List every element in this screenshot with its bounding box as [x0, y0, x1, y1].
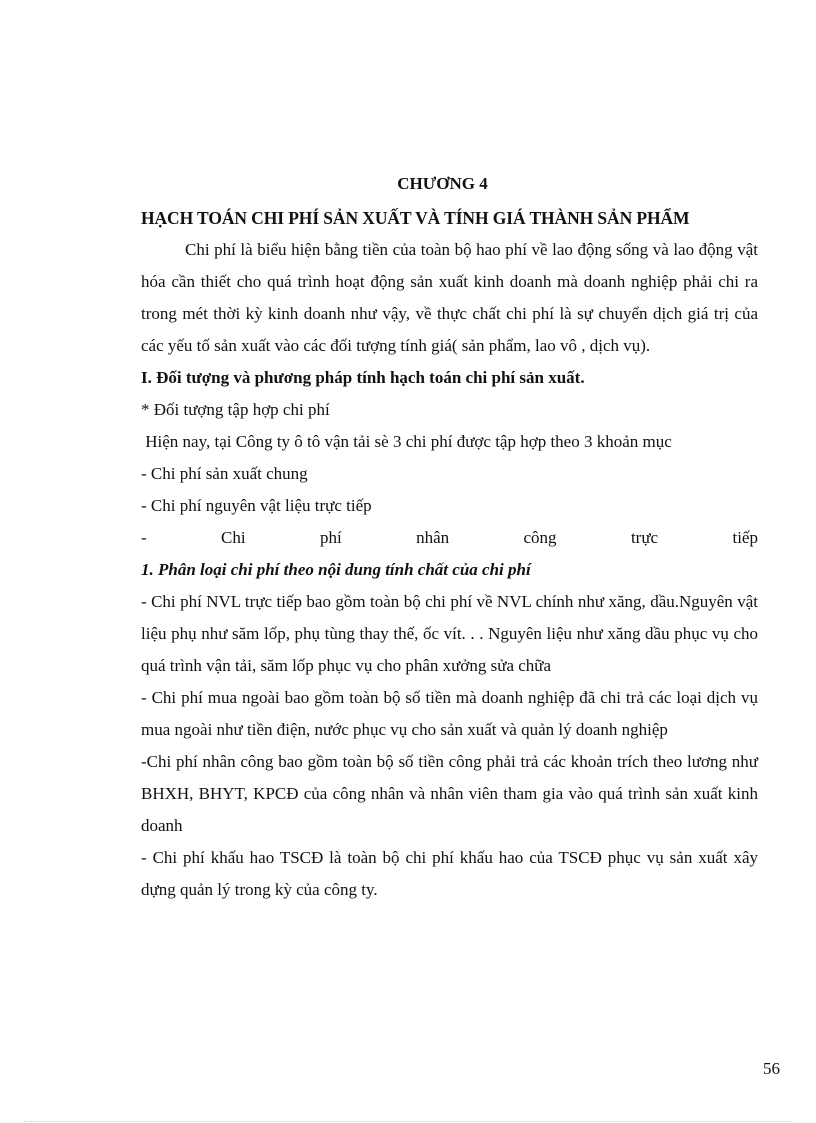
list-item: - Chi phí nguyên vật liệu trực tiếp [141, 496, 372, 515]
intro-paragraph: Chi phí là biểu hiện bằng tiền của toàn bộ hao phí về lao động sống và lao động vật hóa cần thiết cho quá trình hoạt động sản xuất kinh doanh mà doanh nghiệp phải chi ra trong mét thời kỳ kinh doanh như vậy, về thực chất chi phí là sự chuyển dịch giá trị của các yếu tố sản xuất vào các đối tượng tính giá( sản phẩm, lao vô , dịch vụ). [141, 240, 758, 355]
current-paragraph: Hiện nay, tại Công ty ô tô vận tải sè 3 chi phí được tập hợp theo 3 khoản mục [141, 432, 672, 451]
paragraph-mua-ngoai: - Chi phí mua ngoài bao gồm toàn bộ số tiền mà doanh nghiệp đã chi trả các loại dịch vụ mua ngoài như tiền điện, nước phục vụ cho sản xuất và quản lý doanh nghiệp [141, 688, 758, 739]
list-word: Chi [221, 528, 246, 547]
list-word: tiếp [732, 528, 758, 547]
page-number: 56 [763, 1059, 780, 1078]
list-word: phí [319, 528, 342, 547]
list-word: công [523, 528, 557, 547]
subheading: * Đối tượng tập hợp chi phí [141, 400, 330, 419]
paragraph-nhan-cong: -Chi phí nhân công bao gồm toàn bộ số tiền công phải trả các khoản trích theo lương như BHXH, BHYT, KPCĐ của công nhân và nhân viên tham gia vào quá trình sản xuất kinh doanh [141, 752, 758, 835]
chapter-title: HẠCH TOÁN CHI PHÍ SẢN XUẤT VÀ TÍNH GIÁ THÀNH SẢN PHẨM [141, 208, 690, 228]
list-word: nhân [416, 528, 450, 547]
page-bottom-divider [24, 1121, 792, 1122]
list-word: - [141, 528, 147, 547]
list-item-spread [141, 522, 758, 554]
subsection-heading: 1. Phân loại chi phí theo nội dung tính chất của chi phí [141, 560, 531, 579]
section-heading: I. Đối tượng và phương pháp tính hạch toán chi phí sản xuất. [141, 368, 585, 387]
list-item: - Chi phí sản xuất chung [141, 464, 308, 483]
page-body [141, 172, 758, 906]
paragraph-nvl: - Chi phí NVL trực tiếp bao gồm toàn bộ chi phí về NVL chính như xăng, dầu.Nguyên vật liệu phụ như săm lốp, phụ tùng thay thế, ốc vít. . . Nguyên liệu như xăng dầu phục vụ cho quá trình vận tải, săm lốp phục vụ cho phân xưởng sửa chữa [141, 592, 758, 675]
list-word: trực [630, 528, 659, 547]
chapter-heading: CHƯƠNG 4 [397, 174, 488, 193]
paragraph-khau-hao: - Chi phí khấu hao TSCĐ là toàn bộ chi phí khấu hao của TSCĐ phục vụ sản xuất xây dựng quản lý trong kỳ của công ty. [141, 848, 758, 899]
